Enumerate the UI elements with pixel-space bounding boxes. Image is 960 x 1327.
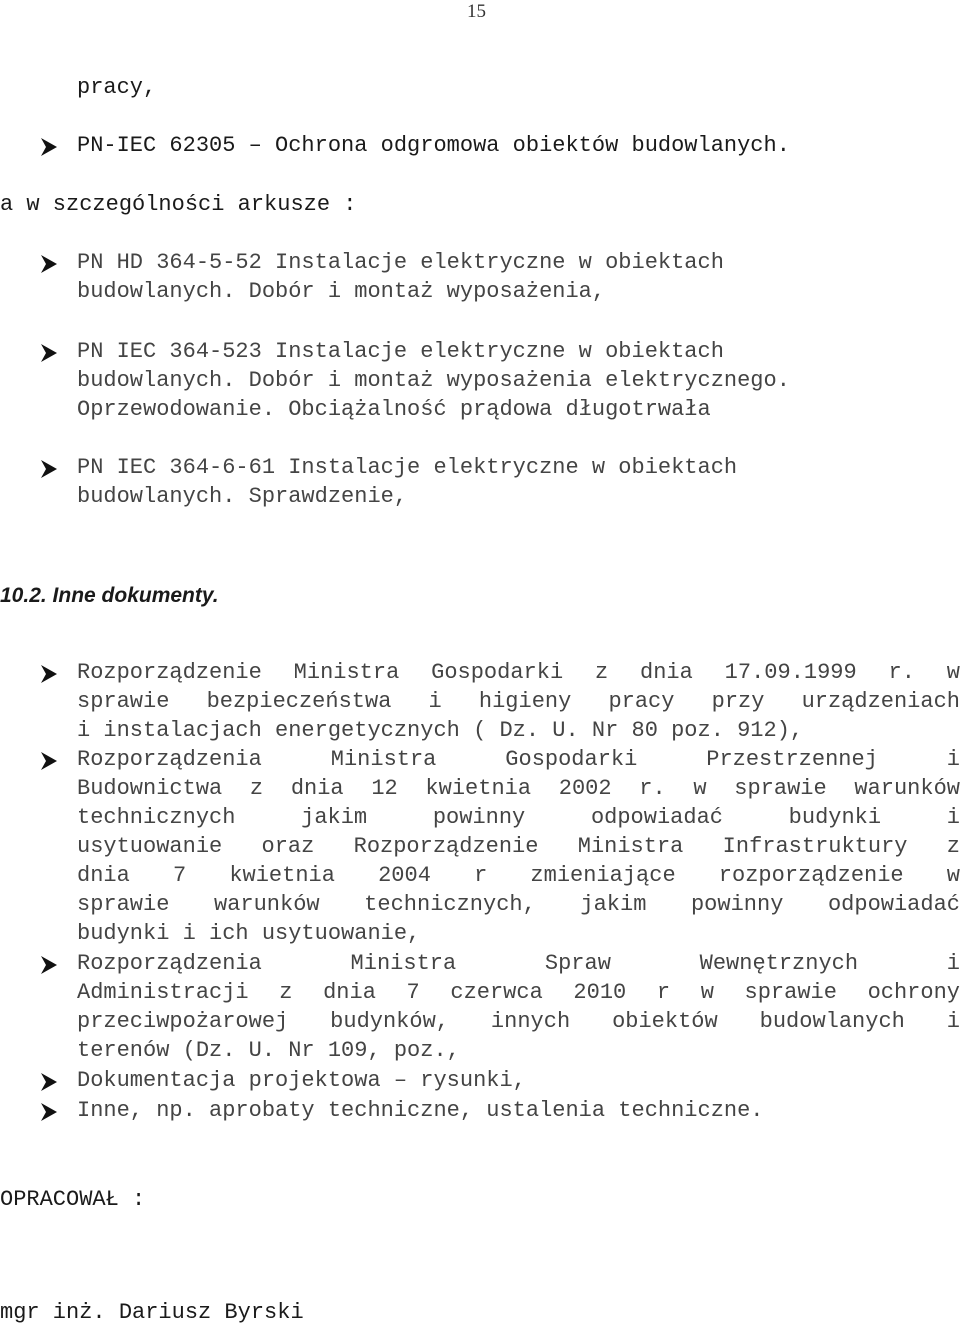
sheet-item-2-line: Oprzewodowanie. Obciążalność prądowa długotrwała <box>77 397 711 422</box>
arrowhead-bullet-icon <box>40 137 58 157</box>
continued-text: pracy, <box>77 75 157 100</box>
arrowhead-bullet-icon <box>40 751 58 771</box>
document-item-2-line: dnia 7 kwietnia 2004 r zmieniające rozporządzenie w <box>77 863 960 888</box>
document-item-3-line: terenów (Dz. U. Nr 109, poz., <box>77 1038 460 1063</box>
prepared-by-label: OPRACOWAŁ : <box>0 1187 146 1212</box>
arrowhead-bullet-icon <box>40 664 58 684</box>
sheet-item-2-line: budowlanych. Dobór i montaż wyposażenia elektrycznego. <box>77 368 790 393</box>
arrowhead-bullet-icon <box>40 459 58 479</box>
document-item-1-line: i instalacjach energetycznych ( Dz. U. Nr 80 poz. 912), <box>77 718 804 743</box>
section-heading: 10.2. Inne dokumenty. <box>0 584 219 607</box>
document-item-2-line: sprawie warunków technicznych, jakim powinny odpowiadać <box>77 892 960 917</box>
page-number: 15 <box>467 1 486 22</box>
arrowhead-bullet-icon <box>40 254 58 274</box>
document-item-1-line: Rozporządzenie Ministra Gospodarki z dnia 17.09.1999 r. w <box>77 660 960 685</box>
document-item-3-line: przeciwpożarowej budynków, innych obiektów budowlanych i <box>77 1009 960 1034</box>
sheet-item-1-line: PN HD 364-5-52 Instalacje elektryczne w obiektach <box>77 250 724 275</box>
document-item-3-line: Rozporządzenia Ministra Spraw Wewnętrznych i <box>77 951 960 976</box>
document-item-2-line: Budownictwa z dnia 12 kwietnia 2002 r. w sprawie warunków <box>77 776 960 801</box>
arrowhead-bullet-icon <box>40 955 58 975</box>
arrowhead-bullet-icon <box>40 1102 58 1122</box>
document-item-2-line: technicznych jakim powinny odpowiadać budynki i <box>77 805 960 830</box>
author-name: mgr inż. Dariusz Byrski <box>0 1300 304 1325</box>
document-item-2-line: Rozporządzenia Ministra Gospodarki Przestrzennej i <box>77 747 960 772</box>
sheet-item-3-line: budowlanych. Sprawdzenie, <box>77 484 408 509</box>
arrowhead-bullet-icon <box>40 1072 58 1092</box>
sheet-item-1-line: budowlanych. Dobór i montaż wyposażenia, <box>77 279 606 304</box>
document-item-3-line: Administracji z dnia 7 czerwca 2010 r w sprawie ochrony <box>77 980 960 1005</box>
document-item-2-line: budynki i ich usytuowanie, <box>77 921 421 946</box>
document-item-4-line: Dokumentacja projektowa – rysunki, <box>77 1068 526 1093</box>
sheet-item-2-line: PN IEC 364-523 Instalacje elektryczne w obiektach <box>77 339 724 364</box>
list-item-pn-iec-62305: PN-IEC 62305 – Ochrona odgromowa obiektów budowlanych. <box>77 133 790 158</box>
document-item-1-line: sprawie bezpieczeństwa i higieny pracy przy urządzeniach <box>77 689 960 714</box>
sheet-item-3-line: PN IEC 364-6-61 Instalacje elektryczne w obiektach <box>77 455 738 480</box>
arrowhead-bullet-icon <box>40 343 58 363</box>
sheets-intro: a w szczególności arkusze : <box>0 192 357 217</box>
document-item-5-line: Inne, np. aprobaty techniczne, ustalenia techniczne. <box>77 1098 764 1123</box>
document-item-2-line: usytuowanie oraz Rozporządzenie Ministra Infrastruktury z <box>77 834 960 859</box>
